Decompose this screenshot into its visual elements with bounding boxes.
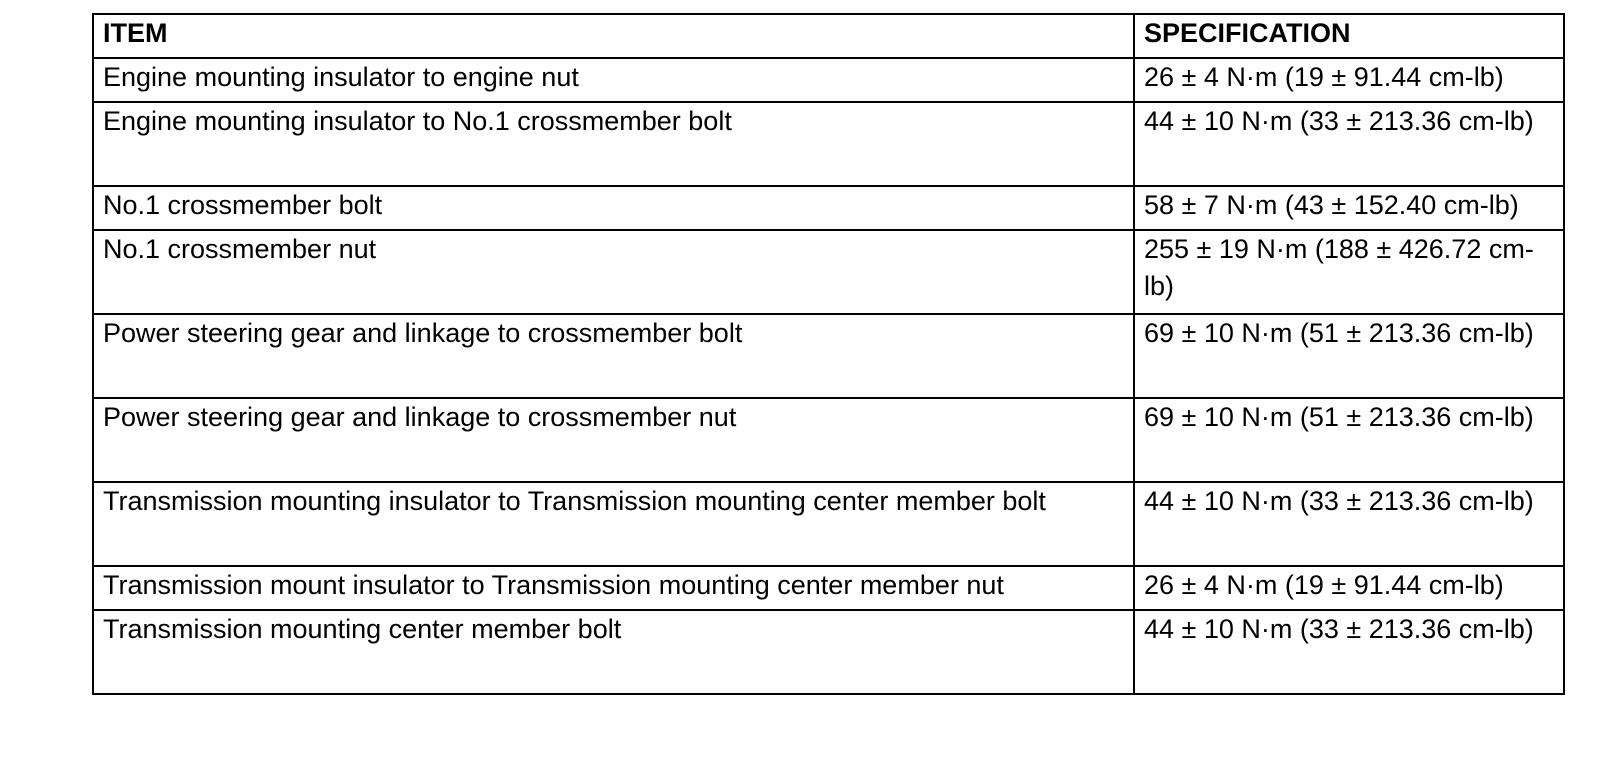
- specification-cell: 44 ± 10 N·m (33 ± 213.36 cm-lb): [1134, 482, 1564, 566]
- table-row: [93, 230, 1564, 314]
- item-cell: No.1 crossmember nut: [93, 230, 1134, 314]
- specification-cell: 44 ± 10 N·m (33 ± 213.36 cm-lb): [1134, 610, 1564, 694]
- specification-cell: 69 ± 10 N·m (51 ± 213.36 cm-lb): [1134, 314, 1564, 398]
- specification-cell: 44 ± 10 N·m (33 ± 213.36 cm-lb): [1134, 102, 1564, 186]
- item-cell: Engine mounting insulator to engine nut: [93, 58, 1134, 102]
- table-row: [93, 102, 1564, 186]
- specification-cell: 255 ± 19 N·m (188 ± 426.72 cm-lb): [1134, 230, 1564, 314]
- item-cell: Power steering gear and linkage to crossmember bolt: [93, 314, 1134, 398]
- table-row: [93, 482, 1564, 566]
- table-row: [93, 398, 1564, 482]
- table-row: [93, 566, 1564, 610]
- item-cell: Power steering gear and linkage to crossmember nut: [93, 398, 1134, 482]
- item-cell: Engine mounting insulator to No.1 crossmember bolt: [93, 102, 1134, 186]
- specification-cell: 58 ± 7 N·m (43 ± 152.40 cm-lb): [1134, 186, 1564, 230]
- table-row: [93, 314, 1564, 398]
- torque-specification-table: [92, 13, 1565, 695]
- column-header-specification: SPECIFICATION: [1134, 14, 1564, 58]
- table-row: [93, 186, 1564, 230]
- item-cell: Transmission mounting insulator to Transmission mounting center member bolt: [93, 482, 1134, 566]
- item-cell: No.1 crossmember bolt: [93, 186, 1134, 230]
- column-header-item: ITEM: [93, 14, 1134, 58]
- specification-cell: 69 ± 10 N·m (51 ± 213.36 cm-lb): [1134, 398, 1564, 482]
- table-header-row: [93, 14, 1564, 58]
- specification-cell: 26 ± 4 N·m (19 ± 91.44 cm-lb): [1134, 58, 1564, 102]
- item-cell: Transmission mounting center member bolt: [93, 610, 1134, 694]
- table-row: [93, 610, 1564, 694]
- item-cell: Transmission mount insulator to Transmission mounting center member nut: [93, 566, 1134, 610]
- table-row: [93, 58, 1564, 102]
- specification-cell: 26 ± 4 N·m (19 ± 91.44 cm-lb): [1134, 566, 1564, 610]
